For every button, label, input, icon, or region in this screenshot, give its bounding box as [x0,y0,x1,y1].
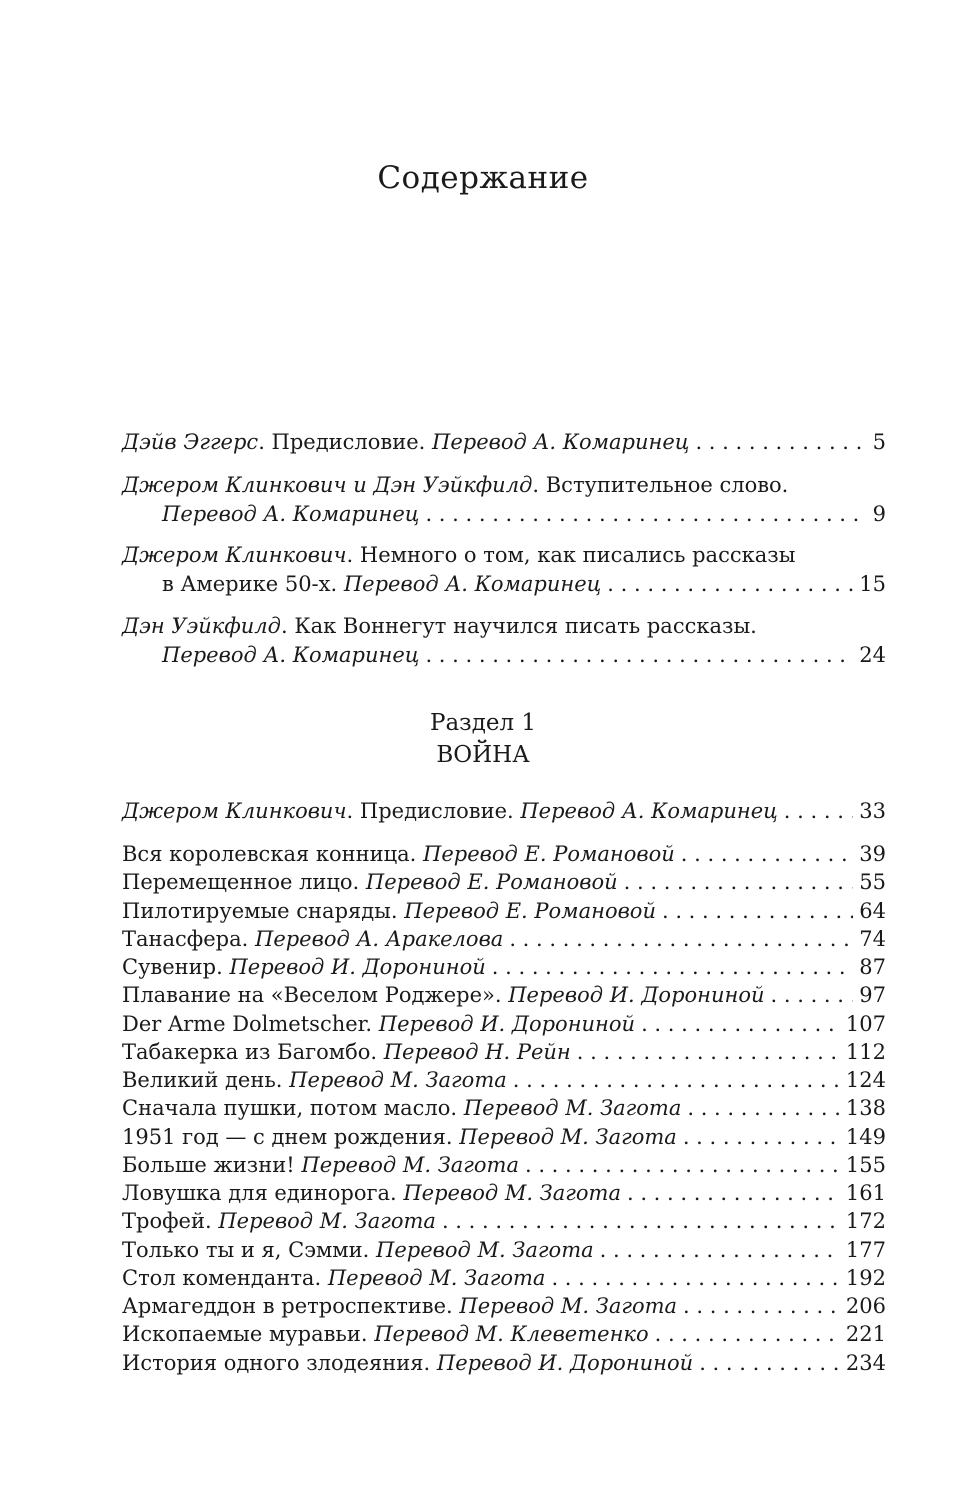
toc-entry-how-written[interactable]: Джером Клинкович. Немного о том, как писались рассказы в Америке 50-х. Перевод А. Комаринец . . . 15 [122,541,886,599]
story-entry[interactable] [122,1236,886,1264]
story-entry[interactable] [122,1038,886,1066]
story-translator: Перевод М. Загота [403,1181,621,1205]
entry-author: Дэн Уэйкфилд [122,614,281,638]
dot-leader [492,953,853,981]
story-title: Плавание на «Веселом Роджере». [122,983,502,1008]
story-entry[interactable] [122,1151,886,1179]
story-page: 161 [845,1181,886,1205]
story-title: Перемещенное лицо. [122,870,360,895]
story-translator: Перевод М. Загота [463,1096,682,1121]
story-page: 74 [859,926,886,951]
story-page: 192 [845,1265,886,1290]
story-title: Трофей. [122,1209,212,1234]
dot-leader [525,1151,840,1179]
story-entry[interactable] [122,1123,886,1151]
story-translator: Перевод И. Дорониной [508,983,765,1008]
dot-leader [509,925,853,953]
entry-author: Джером Клинкович [122,799,347,823]
story-translator: Перевод Е. Романовой [423,842,675,866]
dot-leader [627,1179,840,1207]
story-title: Der Arme Dolmetscher. [122,1011,373,1036]
dot-leader [695,428,866,457]
story-page: 112 [845,1039,886,1064]
entry-text: Вступительное слово. [545,473,789,497]
story-title: Сначала пушки, потом масло. [122,1096,458,1121]
entry-author: Дэйв Эггерс [122,430,259,454]
entry-author: Джером Клинкович и Дэн Уэйкфилд [122,473,533,497]
story-translator: Перевод А. Аракелова [255,926,504,951]
dot-leader [607,570,853,599]
dot-leader [425,500,866,529]
entry-text-cont: в Америке 50-х. [162,572,338,596]
story-translator: Перевод И. Дорониной [436,1350,694,1375]
story-page: 124 [845,1068,886,1092]
dot-leader [442,1207,840,1235]
story-translator: Перевод М. Загота [289,1068,507,1092]
story-title: Великий день. [122,1068,283,1092]
story-entry[interactable] [122,953,886,981]
dot-leader [683,1123,840,1151]
story-page: 234 [845,1350,886,1375]
story-translator: Перевод Е. Романовой [404,898,656,923]
entry-text: Немного о том, как писались рассказы [359,543,796,567]
dot-leader [600,1236,840,1264]
story-title: Пилотируемые снаряды. [122,898,398,923]
entry-page: 24 [859,643,886,667]
story-entry[interactable] [122,1349,886,1377]
story-translator: Перевод М. Загота [218,1209,436,1234]
story-page: 172 [845,1209,886,1234]
entry-translator: Перевод А. Комаринец [432,430,690,454]
toc-entry-vonnegut-learned[interactable]: Дэн Уэйкфилд. Как Воннегут научился писать рассказы. Перевод А. Комаринец . . . 24 [122,612,886,670]
dot-leader [771,981,854,1009]
story-entry[interactable] [122,840,886,868]
section-name: ВОЙНА [436,742,530,768]
page-title: Содержание [377,160,589,196]
dot-leader [641,1010,840,1038]
toc-entry-foreword[interactable]: Дэйв Эггерс. Предисловие. Перевод А. Комаринец . . . 5 [122,428,886,457]
entry-page: 9 [872,502,886,526]
story-translator: Перевод М. Клеветенко [374,1322,649,1347]
entry-translator: Перевод А. Комаринец [162,643,420,667]
story-entry[interactable] [122,1320,886,1348]
story-title: Стол коменданта. [122,1265,322,1290]
dot-leader [683,1292,840,1320]
story-entry[interactable] [122,1264,886,1292]
dot-leader [513,1066,840,1094]
dot-leader [784,797,853,826]
entry-translator: Перевод А. Комаринец [343,572,602,596]
story-entry[interactable] [122,1179,886,1207]
story-page: 64 [859,898,886,923]
dot-leader [699,1349,840,1377]
story-translator: Перевод Е. Романовой [365,870,618,895]
entry-text: Как Воннегут научился писать рассказы. [294,614,757,638]
entry-page: 15 [859,572,886,596]
story-page: 221 [845,1322,886,1347]
story-page: 138 [845,1096,886,1121]
story-title: Ископаемые муравьи. [122,1322,368,1347]
entry-page: 33 [859,799,886,823]
dot-leader [577,1038,840,1066]
story-translator: Перевод И. Дорониной [229,955,486,979]
story-title: Сувенир. [122,955,223,979]
story-translator: Перевод М. Загота [327,1265,546,1290]
story-page: 149 [845,1124,886,1149]
story-entry[interactable] [122,981,886,1009]
toc-entry-section-foreword[interactable]: Джером Клинкович. Предисловие. Перевод А. Комаринец . . . 33 [122,797,886,826]
entry-author: Джером Клинкович [122,543,347,567]
story-title: Больше жизни! [122,1152,295,1177]
story-title: Табакерка из Багомбо. [122,1039,378,1064]
dot-leader [425,641,853,670]
story-page: 87 [859,955,886,979]
story-title: Только ты и я, Сэмми. [122,1237,370,1262]
dot-leader [687,1094,840,1122]
toc-entry-intro[interactable]: Джером Клинкович и Дэн Уэйкфилд. Вступительное слово. Перевод А. Комаринец . . . 9 [122,471,886,529]
story-list [122,840,886,1377]
dot-leader [551,1264,839,1292]
story-page: 177 [845,1237,886,1262]
story-translator: Перевод М. Загота [376,1237,594,1262]
story-translator: Перевод И. Дорониной [378,1011,636,1036]
entry-translator: Перевод А. Комаринец [520,799,778,823]
entry-text: Предисловие. [271,430,426,454]
story-page: 97 [859,983,886,1008]
story-page: 206 [845,1294,886,1318]
dot-leader [662,897,853,925]
story-entry[interactable] [122,1094,886,1122]
story-title: Армагеддон в ретроспективе. [122,1294,453,1318]
story-title: Ловушка для единорога. [122,1181,397,1205]
story-translator: Перевод М. Загота [301,1152,519,1177]
story-title: История одного злодеяния. [122,1350,431,1375]
story-title: Танасфера. [122,926,249,951]
entry-page: 5 [872,430,886,454]
story-translator: Перевод М. Загота [459,1124,677,1149]
dot-leader [655,1320,840,1348]
story-entry[interactable] [122,1010,886,1038]
dot-leader [624,868,854,896]
story-entry[interactable] [122,925,886,953]
story-entry[interactable] [122,1066,886,1094]
entry-text: Предисловие. [359,799,514,823]
story-entry[interactable] [122,1292,886,1320]
story-entry[interactable] [122,1207,886,1235]
story-page: 155 [845,1152,886,1177]
story-page: 39 [859,842,886,866]
story-entry[interactable] [122,868,886,896]
story-page: 55 [859,870,886,895]
section-number: Раздел 1 [429,710,537,736]
story-entry[interactable] [122,897,886,925]
story-translator: Перевод М. Загота [459,1294,678,1318]
story-page: 107 [845,1011,886,1036]
entry-translator: Перевод А. Комаринец [162,502,420,526]
story-title: 1951 год — с днем рождения. [122,1124,453,1149]
dot-leader [681,840,854,868]
story-title: Вся королевская конница. [122,842,417,866]
story-translator: Перевод Н. Рейн [383,1039,571,1064]
